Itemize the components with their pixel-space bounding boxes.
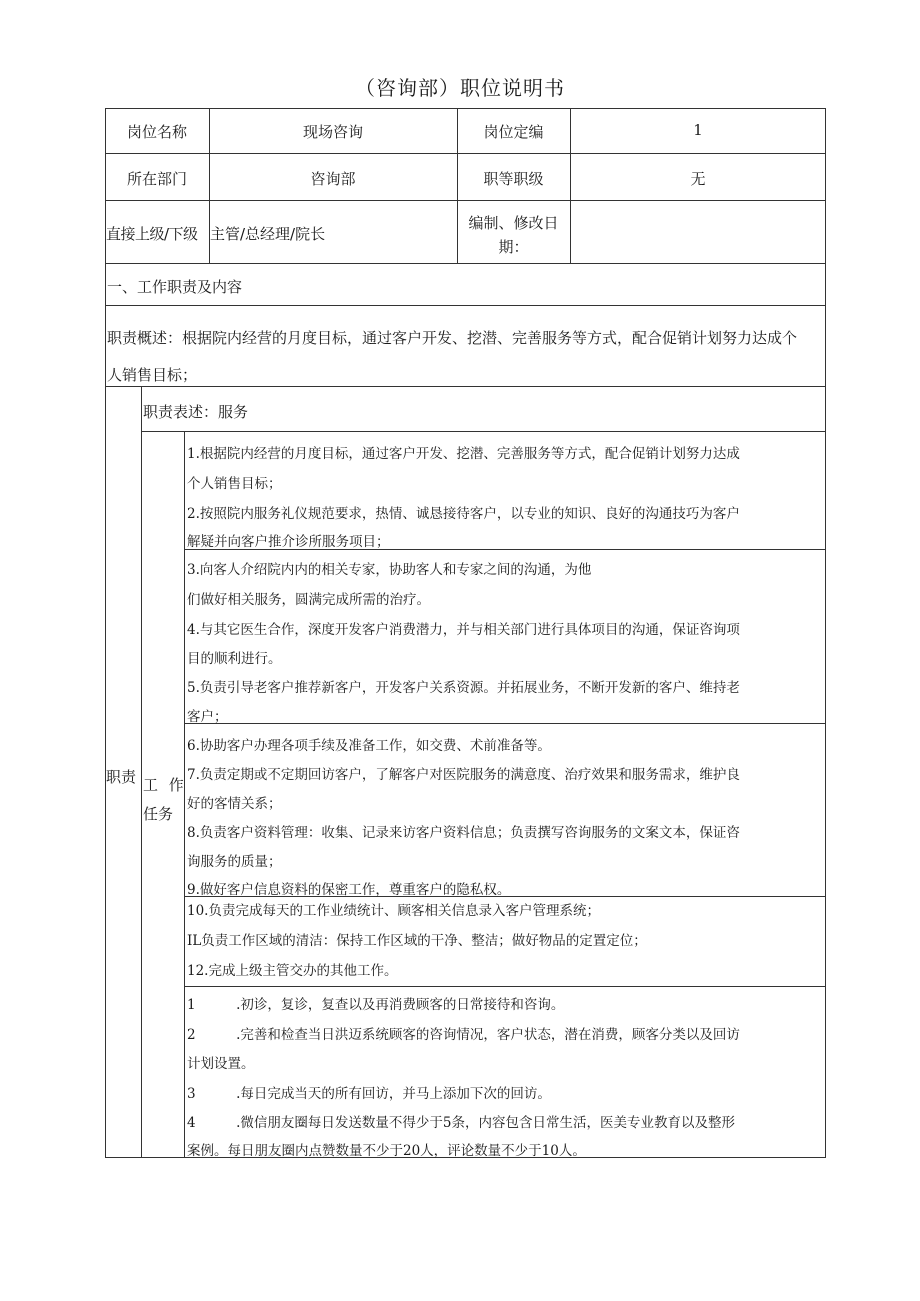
task-line: 5.负责引导老客户推荐新客户，开发客户关系资源。并拓展业务，不断开发新的客户、维持老 xyxy=(187,680,740,696)
task-line: 4 .微信朋友圈每日发送数量不得少于5条，内容包含日常生活，医美专业教育以及整形 xyxy=(187,1115,735,1131)
task-line: 询服务的质量； xyxy=(187,854,282,870)
task-line: 9.做好客户信息资料的保密工作，尊重客户的隐私权。 xyxy=(187,882,511,898)
task-line: 们做好相关服务，圆满完成所需的治疗。 xyxy=(187,592,430,608)
task-line: 10.负责完成每天的工作业绩统计、顾客相关信息录入客户管理系统； xyxy=(187,903,600,919)
task-line: 2 .完善和检查当日洪迈系统顾客的咨询情况，客户状态，潜在消费，顾客分类以及回访 xyxy=(187,1027,740,1043)
task-line: 个人销售目标； xyxy=(187,476,282,492)
task-line: 8.负责客户资料管理：收集、记录来访客户资料信息；负责撰写咨询服务的文案文本，保证咨 xyxy=(187,825,740,841)
task-line: 3.向客人介绍院内内的相关专家，协助客人和专家之间的沟通，为他 xyxy=(187,562,592,578)
row-divider xyxy=(105,386,826,387)
task-line: 2.按照院内服务礼仪规范要求，热情、诚恳接待客户，以专业的知识、良好的沟通技巧为客户 xyxy=(187,506,740,522)
value-headcount: 1 xyxy=(693,121,703,139)
col-divider xyxy=(141,386,142,1158)
label-grade: 职等职级 xyxy=(483,170,544,188)
row-divider xyxy=(105,263,826,264)
row-divider xyxy=(105,305,826,306)
label-reporting-line: 直接上级/下级 xyxy=(106,225,198,243)
value-grade: 无 xyxy=(690,170,706,188)
summary-line-1: 职责概述：根据院内经营的月度目标，通过客户开发、挖潜、完善服务等方式，配合促销计划努力达成个 xyxy=(107,329,798,347)
task-line: IL负责工作区域的清洁：保持工作区域的干净、整洁；做好物品的定置定位； xyxy=(187,933,647,949)
task-line: 客户； xyxy=(187,709,228,725)
row-divider xyxy=(184,723,826,724)
task-line: 12.完成上级主管交办的其他工作。 xyxy=(187,963,398,979)
task-line: 1.根据院内经营的月度目标，通过客户开发、挖潜、完善服务等方式，配合促销计划努力达成 xyxy=(187,446,740,462)
value-position-name: 现场咨询 xyxy=(302,123,363,141)
section-heading: 一、工作职责及内容 xyxy=(107,278,243,296)
label-department: 所在部门 xyxy=(126,170,187,188)
task-line: 案例。每日朋友圈内点赞数量不少于20人，评论数量不少于10人。 xyxy=(187,1143,586,1159)
summary-line-2: 人销售目标； xyxy=(107,366,198,384)
label-position-name: 岗位名称 xyxy=(126,123,187,141)
row-divider xyxy=(105,153,826,154)
task-line: 3 .每日完成当天的所有回访，并马上添加下次的回访。 xyxy=(187,1086,551,1102)
label-revision-date-a: 编制、修改日 xyxy=(468,214,559,232)
label-revision-date-b: 期： xyxy=(498,238,529,256)
task-label-b: 任务 xyxy=(143,805,174,823)
value-department: 咨询部 xyxy=(310,170,356,188)
task-line: 好的客情关系； xyxy=(187,796,282,812)
page-title: （咨询部）职位说明书 xyxy=(355,76,565,100)
task-line: 计划设置。 xyxy=(187,1056,255,1072)
value-reporting-line: 主管/总经理/院长 xyxy=(210,225,326,243)
row-divider xyxy=(105,200,826,201)
row-divider xyxy=(184,986,826,987)
row-divider xyxy=(141,431,826,432)
label-headcount: 岗位定编 xyxy=(483,123,544,141)
duties-side-label: 职责 xyxy=(106,768,137,786)
task-line: 1 .初诊，复诊，复查以及再消费顾客的日常接待和咨询。 xyxy=(187,997,565,1013)
task-line: 目的顺利进行。 xyxy=(187,651,282,667)
task-line: 4.与其它医生合作，深度开发客户消费潜力，并与相关部门进行具体项目的沟通，保证咨询项 xyxy=(187,622,740,638)
task-line: 7.负责定期或不定期回访客户，了解客户对医院服务的满意度、治疗效果和服务需求，维护良 xyxy=(187,767,740,783)
task-line: 解疑并向客户推介诊所服务项目； xyxy=(187,534,390,550)
task-label-a: 工 作 xyxy=(143,776,187,794)
task-line: 6.协助客户办理各项手续及准备工作，如交费、术前准备等。 xyxy=(187,738,551,754)
duty-statement: 职责表述：服务 xyxy=(143,403,249,421)
